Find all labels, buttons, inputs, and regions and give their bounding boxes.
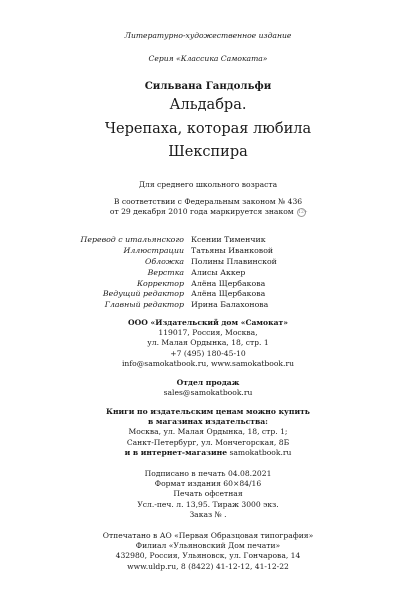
shops-online-label: и в интернет-магазине [124, 447, 228, 457]
credit-role: Верстка [147, 267, 184, 277]
sales-email: sales@samokatbook.ru [163, 388, 253, 398]
credit-name: Полины Плавинской [191, 256, 277, 266]
book-title-line1: Альдабра. [169, 97, 247, 113]
shops-line3: Москва, ул. Малая Ордынка, 18, стр. 1; [128, 427, 288, 437]
credit-row [0, 279, 416, 290]
publisher-address1: 119017, Россия, Москва, [158, 328, 258, 338]
credit-name: Алисы Аккер [191, 267, 246, 277]
printer-line3: 432980, Россия, Ульяновск, ул. Гончарова, 14 [115, 551, 301, 561]
credit-role: Перевод с итальянского [80, 235, 184, 244]
printer-line2: Филиал «Ульяновский Дом печати» [135, 541, 281, 551]
shops-line5 [0, 448, 416, 458]
print-format: Формат издания 60×84/16 [154, 479, 262, 489]
credit-name: Алёна Щербакова [191, 289, 266, 299]
book-title-line2: Черепаха, которая любила [104, 121, 312, 137]
credit-name: Татьяны Иванковой [191, 245, 274, 255]
shops-line2: в магазинах издательства: [148, 417, 268, 427]
credit-role: Иллюстрации [123, 245, 184, 255]
credit-role: Ведущий редактор [102, 289, 184, 299]
print-signed: Подписано в печать 04.08.2021 [144, 469, 272, 478]
publisher-block [0, 318, 416, 369]
credit-row [0, 235, 416, 246]
print-sheets: Усл.-печ. л. 13,95. Тираж 3000 экз. [137, 499, 279, 509]
series-name: Серия «Классика Самоката» [148, 54, 268, 63]
shops-line1: Книги по издательским ценам можно купить [106, 407, 310, 416]
edition-type: Литературно-художественное издание [124, 31, 292, 40]
shops-online-site: samokatbook.ru [227, 447, 292, 457]
credit-row [0, 246, 416, 257]
publisher-contacts: info@samokatbook.ru, www.samokatbook.ru [122, 358, 294, 368]
print-type: Печать офсетная [173, 489, 243, 499]
credit-name: Алёна Щербакова [191, 278, 266, 288]
credit-role: Обложка [145, 256, 184, 266]
law-note-line2 [0, 207, 416, 217]
printer-line1: Отпечатано в АО «Первая Образцовая типография» [102, 531, 314, 540]
credit-row [0, 289, 416, 300]
shops-block [0, 407, 416, 458]
author-name: Сильвана Гандольфи [144, 80, 272, 92]
printer-line4: www.uldp.ru, 8 (8422) 41-12-12, 41-12-22 [127, 561, 289, 571]
credit-role: Корректор [136, 278, 184, 288]
credit-role: Главный редактор [104, 300, 184, 310]
age-rating-icon: 12+ [298, 209, 308, 215]
law-note-line1: В соответствии с Федеральным законом № 436 [113, 197, 303, 206]
publisher-address2: ул. Малая Ордынка, 18, стр. 1 [147, 338, 269, 348]
audience-note: Для среднего школьного возраста [138, 180, 278, 189]
printer-block [0, 531, 416, 572]
credit-row [0, 300, 416, 311]
credits-list [0, 235, 416, 311]
sales-heading: Отдел продаж [176, 378, 240, 387]
credit-row [0, 257, 416, 268]
credit-name: Ирина Балахонова [191, 300, 269, 310]
law-note-text: от 29 декабря 2010 года маркируется знаком [109, 207, 294, 216]
publisher-phone: +7 (495) 180-45-10 [170, 348, 246, 358]
credit-name: Ксении Тименчик [191, 235, 266, 244]
credit-row [0, 268, 416, 279]
print-info-block [0, 469, 416, 520]
shops-line4: Санкт-Петербург, ул. Мончегорская, 8Б [126, 437, 290, 447]
print-order: Заказ № . [189, 509, 227, 519]
publisher-name: ООО «Издательский дом «Самокат» [128, 318, 288, 327]
book-title-line3: Шекспира [168, 144, 248, 160]
sales-block [0, 378, 416, 398]
